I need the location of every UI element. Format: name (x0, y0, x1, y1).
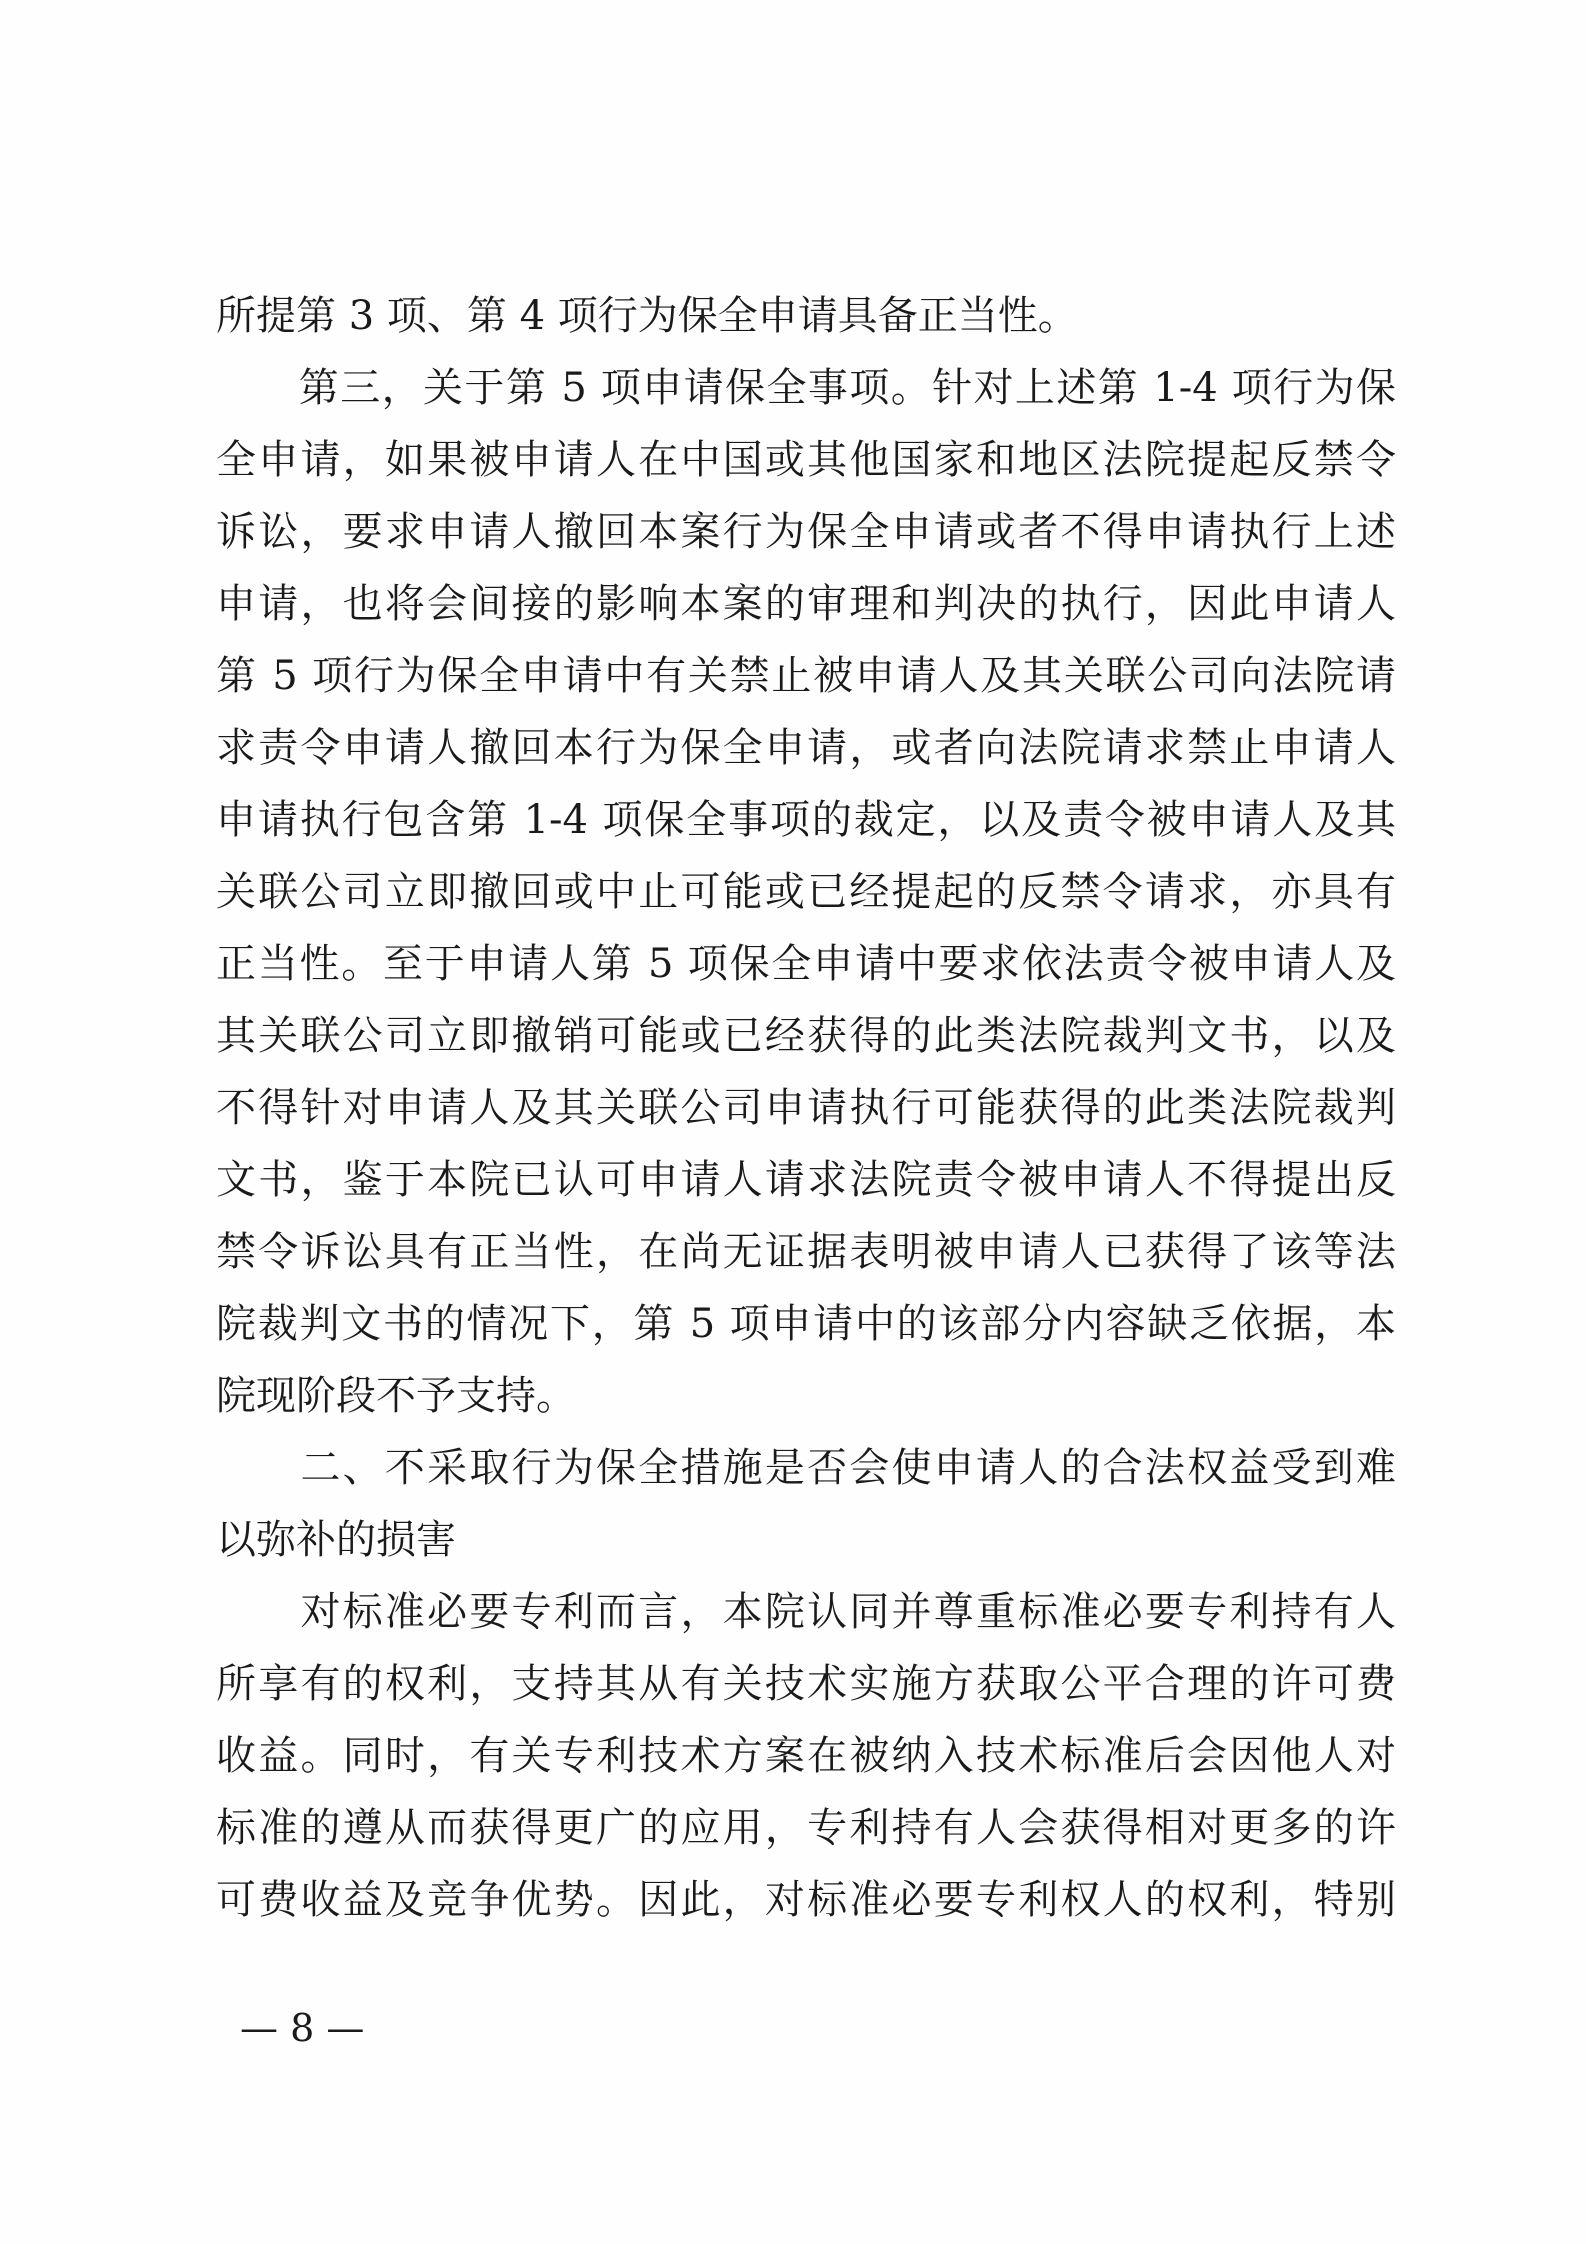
page-number: — 8 — (240, 2006, 365, 2050)
text-line-10: 正当性。至于申请人第 5 项保全申请中要求依法责令被申请人及 (216, 941, 1396, 987)
text-line-14: 禁令诉讼具有正当性，在尚无证据表明被申请人已获得了该等法 (216, 1229, 1396, 1275)
text-line-3: 全申请，如果被申请人在中国或其他国家和地区法院提起反禁令 (216, 437, 1396, 483)
text-line-16: 院现阶段不予支持。 (216, 1373, 576, 1419)
text-line-6: 第 5 项行为保全申请中有关禁止被申请人及其关联公司向法院请 (216, 653, 1396, 699)
text-line-20: 所享有的权利，支持其从有关技术实施方获取公平合理的许可费 (216, 1661, 1396, 1707)
text-line-4: 诉讼，要求申请人撤回本案行为保全申请或者不得申请执行上述 (216, 509, 1396, 555)
text-line-19: 对标准必要专利而言，本院认同并尊重标准必要专利持有人 (216, 1589, 1396, 1635)
text-line-8: 申请执行包含第 1-4 项保全事项的裁定，以及责令被申请人及其 (216, 797, 1396, 843)
text-line-13: 文书，鉴于本院已认可申请人请求法院责令被申请人不得提出反 (216, 1157, 1396, 1203)
text-line-5: 申请，也将会间接的影响本案的审理和判决的执行，因此申请人 (216, 581, 1396, 627)
text-line-18: 以弥补的损害 (216, 1517, 456, 1563)
text-line-21: 收益。同时，有关专利技术方案在被纳入技术标准后会因他人对 (216, 1733, 1396, 1779)
text-line-9: 关联公司立即撤回或中止可能或已经提起的反禁令请求，亦具有 (216, 869, 1396, 915)
text-line-22: 标准的遵从而获得更广的应用，专利持有人会获得相对更多的许 (216, 1805, 1396, 1851)
text-line-15: 院裁判文书的情况下，第 5 项申请中的该部分内容缺乏依据，本 (216, 1301, 1396, 1347)
text-line-12: 不得针对申请人及其关联公司申请执行可能获得的此类法院裁判 (216, 1085, 1396, 1131)
text-line-7: 求责令申请人撤回本行为保全申请，或者向法院请求禁止申请人 (216, 725, 1396, 771)
text-line-2: 第三，关于第 5 项申请保全事项。针对上述第 1-4 项行为保 (216, 365, 1396, 411)
text-line-23: 可费收益及竞争优势。因此，对标准必要专利权人的权利，特别 (216, 1877, 1396, 1923)
text-line-11: 其关联公司立即撤销可能或已经获得的此类法院裁判文书，以及 (216, 1013, 1396, 1059)
text-line-1: 所提第 3 项、第 4 项行为保全申请具备正当性。 (216, 293, 1078, 339)
text-line-17: 二、不采取行为保全措施是否会使申请人的合法权益受到难 (216, 1445, 1396, 1491)
